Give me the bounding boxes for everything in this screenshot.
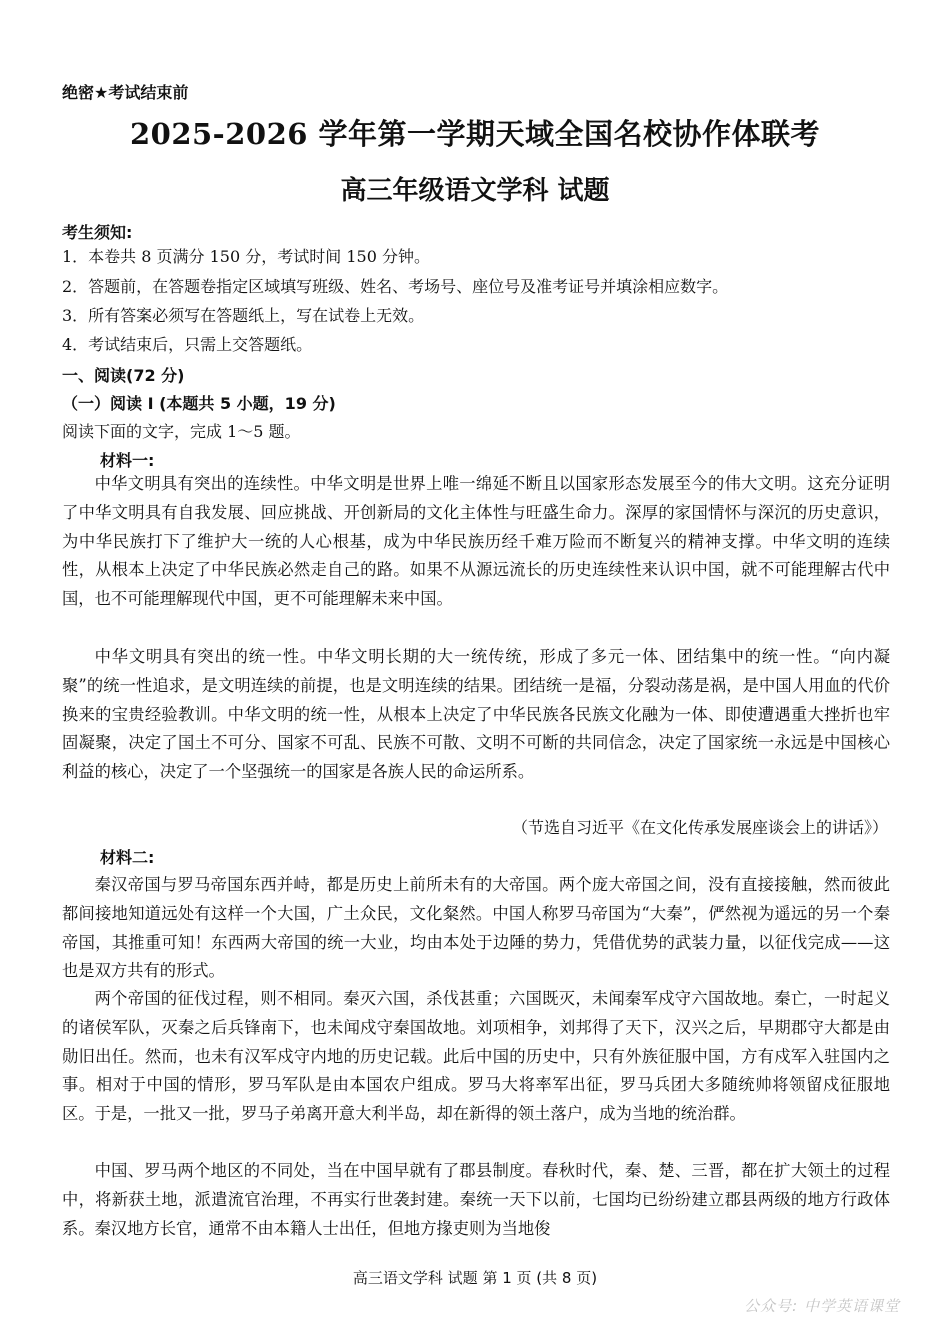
- exam-subtitle: 高三年级语文学科 试题: [340, 176, 610, 206]
- material2-paragraph: 秦汉帝国与罗马帝国东西并峙，都是历史上前所未有的大帝国。两个庞大帝国之间，没有直接接触，然而彼此都间接地知道远处有这样一个大国，广土众民，文化粲然。中国人称罗马帝国为“大秦”，俨然视为遥远的另一个秦帝国，其推重可知！东西两大帝国的统一大业，均由本处于边陲的势力，凭借优势的武装力量，以征伐完成——这也是双方共有的形式。: [62, 875, 890, 981]
- material1-paragraph: 中华文明具有突出的统一性。中华文明长期的大一统传统，形成了多元一体、团结集中的统一性。“向内凝聚”的统一性追求，是文明连续的前提，也是文明连续的结果。团结统一是福，分裂动荡是祸，是中国人用血的代价换来的宝贵经验教训。中华文明的统一性，从根本上决定了中华民族各民族文化融为一体、即使遭遇重大挫折也牢固凝聚，决定了国土不可分、国家不可乱、民族不可散、文明不可断的共同信念，决定了国家统一永远是中国核心利益的核心，决定了一个坚强统一的国家是各族人民的命运所系。: [62, 647, 890, 782]
- notice-item: 3．所有答案必须写在答题纸上，写在试卷上无效。: [62, 306, 425, 325]
- material1-source: （节选自习近平《在文化传承发展座谈会上的讲话》）: [511, 818, 888, 837]
- exam-title: 2025-2026 学年第一学期天域全国名校协作体联考: [129, 117, 821, 151]
- reading-instruction: 阅读下面的文字，完成 1～5 题。: [62, 422, 301, 441]
- notice-item: 2．答题前，在答题卷指定区域填写班级、姓名、考场号、座位号及准考证号并填涂相应数字。: [62, 277, 729, 296]
- notice-heading: 考生须知:: [62, 223, 133, 242]
- notice-item: 1．本卷共 8 页满分 150 分，考试时间 150 分钟。: [62, 247, 430, 266]
- material2-paragraph: 两个帝国的征伐过程，则不相同。秦灭六国，杀伐甚重；六国既灭，未闻秦军戍守六国故地。秦亡，一时起义的诸侯军队，灭秦之后兵锋南下，也未闻戍守秦国故地。刘项相争，刘邦得了天下，汉兴之后，早期郡守大都是由勋旧出任。然而，也未有汉军戍守内地的历史记载。此后中国的历史中，只有外族征服中国，方有戍军入驻国内之事。相对于中国的情形，罗马军队是由本国农户组成。罗马大将率军出征，罗马兵团大多随统帅将领留戍征服地区。于是，一批又一批，罗马子弟离开意大利半岛，却在新得的领土落户，成为当地的统治群。: [62, 989, 890, 1124]
- section-heading: 一、阅读(72 分): [62, 366, 185, 385]
- subsection-heading: （一）阅读 I (本题共 5 小题，19 分): [62, 394, 336, 413]
- material2-paragraph: 中国、罗马两个地区的不同处，当在中国早就有了郡县制度。春秋时代，秦、楚、三晋，都在扩大领土的过程中，将新获土地，派遣流官治理，不再实行世袭封建。秦统一天下以前，七国均已纷纷建立郡县两级的地方行政体系。秦汉地方长官，通常不由本籍人士出任，但地方掾吏则为当地俊: [62, 1161, 890, 1238]
- page-footer: 高三语文学科 试题 第 1 页 (共 8 页): [352, 1269, 598, 1287]
- watermark: 公众号: 中学英语课堂: [744, 1297, 900, 1315]
- secret-label: 绝密★考试结束前: [62, 83, 189, 102]
- material1-heading: 材料一:: [100, 451, 155, 470]
- material2-heading: 材料二:: [100, 848, 155, 867]
- notice-item: 4．考试结束后，只需上交答题纸。: [62, 335, 313, 354]
- material1-paragraph: 中华文明具有突出的连续性。中华文明是世界上唯一绵延不断且以国家形态发展至今的伟大文明。这充分证明了中华文明具有自我发展、回应挑战、开创新局的文化主体性与旺盛生命力。深厚的家国情怀与深沉的历史意识，为中华民族打下了维护大一统的人心根基，成为中华民族历经千难万险而不断复兴的精神支撑。中华文明的连续性，从根本上决定了中华民族必然走自己的路。如果不从源远流长的历史连续性来认识中国，就不可能理解古代中国，也不可能理解现代中国，更不可能理解未来中国。: [62, 474, 890, 609]
